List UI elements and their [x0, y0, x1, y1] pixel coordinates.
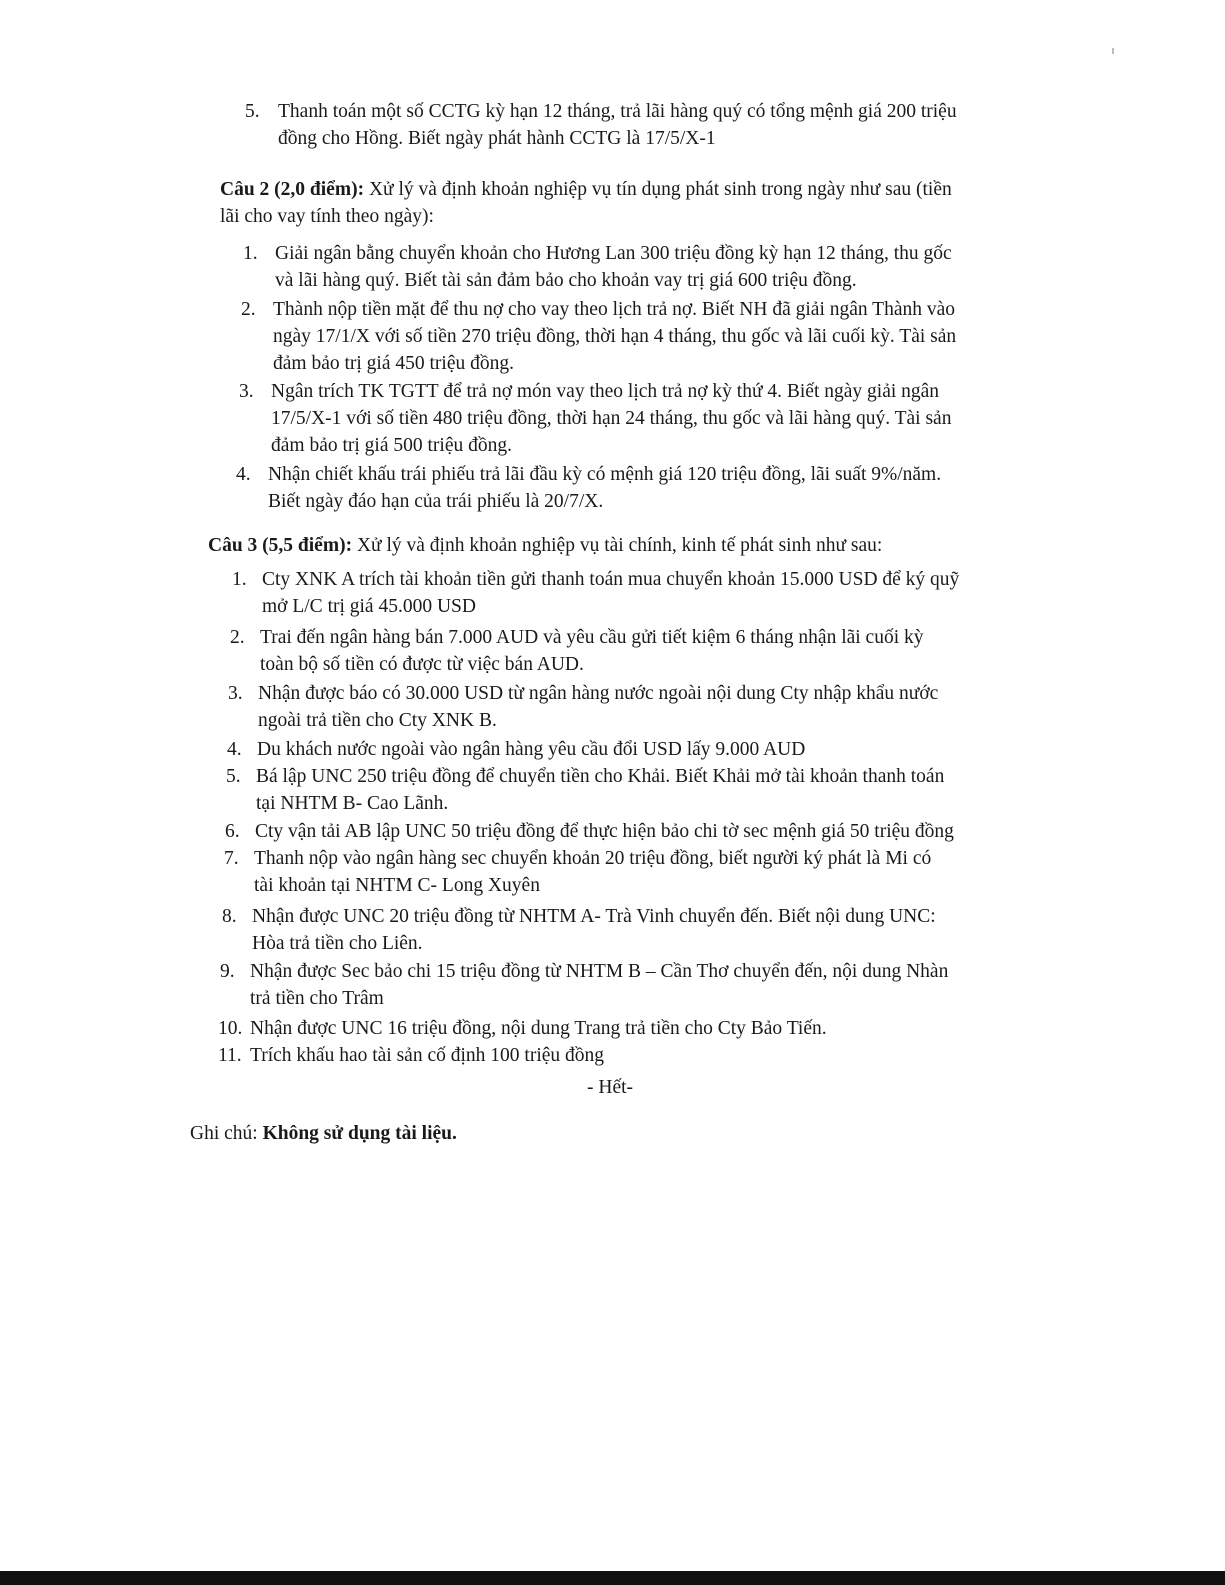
cau3-item-11 [218, 1042, 1062, 1069]
cau3-item-9 [220, 958, 1062, 1012]
item-line: Cty XNK A trích tài khoản tiền gửi thanh toán mua chuyển khoản 15.000 USD để ký quỹ [262, 569, 960, 590]
item-line: đảm bảo trị giá 500 triệu đồng. [271, 435, 512, 456]
item-number: 4. [227, 739, 242, 760]
cau2-item-1 [243, 240, 1063, 294]
note-label: Ghi chú: [190, 1123, 258, 1144]
item-line: đảm bảo trị giá 450 triệu đồng. [273, 353, 514, 374]
cau2-title: Câu 2 (2,0 điểm): [220, 179, 365, 200]
prev-item-5 [245, 98, 1065, 152]
note-text: Không sử dụng tài liệu. [262, 1123, 457, 1144]
item-line: Thanh nộp vào ngân hàng sec chuyển khoản 20 triệu đồng, biết người ký phát là Mi có [254, 848, 932, 869]
item-line: tài khoản tại NHTM C- Long Xuyên [254, 875, 540, 896]
item-line: Nhận được Sec bảo chi 15 triệu đồng từ NHTM B – Cần Thơ chuyển đến, nội dung Nhàn [250, 961, 949, 982]
item-number: 2. [230, 627, 245, 648]
cau3-item-6 [225, 818, 1062, 845]
cau3-item-5 [226, 763, 1062, 817]
item-line: và lãi hàng quý. Biết tài sản đảm bảo cho khoản vay trị giá 600 triệu đồng. [275, 270, 857, 291]
cau2-intro-line1: Xử lý và định khoản nghiệp vụ tín dụng phát sinh trong ngày như sau (tiền [368, 179, 952, 200]
item-line: Cty vận tải AB lập UNC 50 triệu đồng để thực hiện bảo chi tờ sec mệnh giá 50 triệu đồng [255, 821, 954, 842]
item-line: trả tiền cho Trâm [250, 988, 384, 1009]
item-line: Du khách nước ngoài vào ngân hàng yêu cầu đổi USD lấy 9.000 AUD [257, 739, 806, 760]
footnote [190, 1120, 457, 1147]
item-line: đồng cho Hồng. Biết ngày phát hành CCTG là 17/5/X-1 [278, 128, 716, 149]
cau3-item-1 [232, 566, 1062, 620]
item-line: Trích khấu hao tài sản cố định 100 triệu đồng [250, 1045, 605, 1066]
cau3-item-3 [228, 680, 1062, 734]
item-number: 9. [220, 961, 235, 982]
cau3-intro: Xử lý và định khoản nghiệp vụ tài chính, kinh tế phát sinh như sau: [356, 535, 883, 556]
item-number: 11. [218, 1045, 242, 1066]
item-line: Thành nộp tiền mặt để thu nợ cho vay theo lịch trả nợ. Biết NH đã giải ngân Thành vào [273, 299, 956, 320]
item-line: toàn bộ số tiền có được từ việc bán AUD. [260, 654, 584, 675]
item-number: 1. [232, 569, 247, 590]
item-line: mở L/C trị giá 45.000 USD [262, 596, 476, 617]
cau3-item-4 [227, 736, 1062, 763]
item-line: Nhận được UNC 20 triệu đồng từ NHTM A- Trà Vinh chuyển đến. Biết nội dung UNC: [252, 906, 936, 927]
item-number: 7. [224, 848, 239, 869]
item-number: 5. [245, 101, 260, 122]
item-line: ngoài trả tiền cho Cty XNK B. [258, 710, 497, 731]
item-line: Hòa trả tiền cho Liên. [252, 933, 423, 954]
item-number: 1. [243, 243, 258, 264]
item-line: Bá lập UNC 250 triệu đồng để chuyển tiền cho Khải. Biết Khải mở tài khoản thanh toán [256, 766, 945, 787]
scan-mark [1112, 48, 1114, 54]
cau3-item-10 [218, 1015, 1062, 1042]
cau3-item-8 [222, 903, 1062, 957]
item-line: Nhận được UNC 16 triệu đồng, nội dung Trang trả tiền cho Cty Bảo Tiến. [250, 1018, 827, 1039]
item-line: 17/5/X-1 với số tiền 480 triệu đồng, thời hạn 24 tháng, thu gốc và lãi hàng quý. Tài sản [271, 408, 952, 429]
cau2-item-3 [239, 378, 1063, 459]
item-number: 3. [239, 381, 254, 402]
cau3-item-2 [230, 624, 1062, 678]
end-mark: - Hết- [587, 1077, 634, 1098]
scan-edge-bar [0, 1571, 1225, 1585]
item-line: Nhận được báo có 30.000 USD từ ngân hàng nước ngoài nội dung Cty nhập khẩu nước [258, 683, 939, 704]
cau2-item-2 [241, 296, 1063, 377]
item-number: 4. [236, 464, 251, 485]
cau2-intro-line2: lãi cho vay tính theo ngày): [220, 206, 434, 227]
item-line: ngày 17/1/X với số tiền 270 triệu đồng, thời hạn 4 tháng, thu gốc và lãi cuối kỳ. Tài sản [273, 326, 957, 347]
cau2-item-4 [236, 461, 1063, 515]
item-number: 10. [218, 1018, 243, 1039]
item-number: 5. [226, 766, 241, 787]
item-number: 6. [225, 821, 240, 842]
cau2-heading [220, 176, 1060, 230]
item-line: Giải ngân bằng chuyển khoản cho Hương Lan 300 triệu đồng kỳ hạn 12 tháng, thu gốc [275, 243, 952, 264]
item-line: Nhận chiết khấu trái phiếu trả lãi đầu kỳ có mệnh giá 120 triệu đồng, lãi suất 9%/năm. [268, 464, 942, 485]
item-number: 3. [228, 683, 243, 704]
item-line: tại NHTM B- Cao Lãnh. [256, 793, 449, 814]
item-number: 2. [241, 299, 256, 320]
cau3-heading [208, 532, 1058, 559]
item-line: Thanh toán một số CCTG kỳ hạn 12 tháng, trả lãi hàng quý có tổng mệnh giá 200 triệu [278, 101, 957, 122]
cau3-item-7 [224, 845, 1062, 899]
cau3-title: Câu 3 (5,5 điểm): [208, 535, 353, 556]
item-line: Trai đến ngân hàng bán 7.000 AUD và yêu cầu gửi tiết kiệm 6 tháng nhận lãi cuối kỳ [260, 627, 924, 648]
item-number: 8. [222, 906, 237, 927]
item-line: Ngân trích TK TGTT để trả nợ món vay theo lịch trả nợ kỳ thứ 4. Biết ngày giải ngân [271, 381, 940, 402]
item-line: Biết ngày đáo hạn của trái phiếu là 20/7/X. [268, 491, 604, 512]
